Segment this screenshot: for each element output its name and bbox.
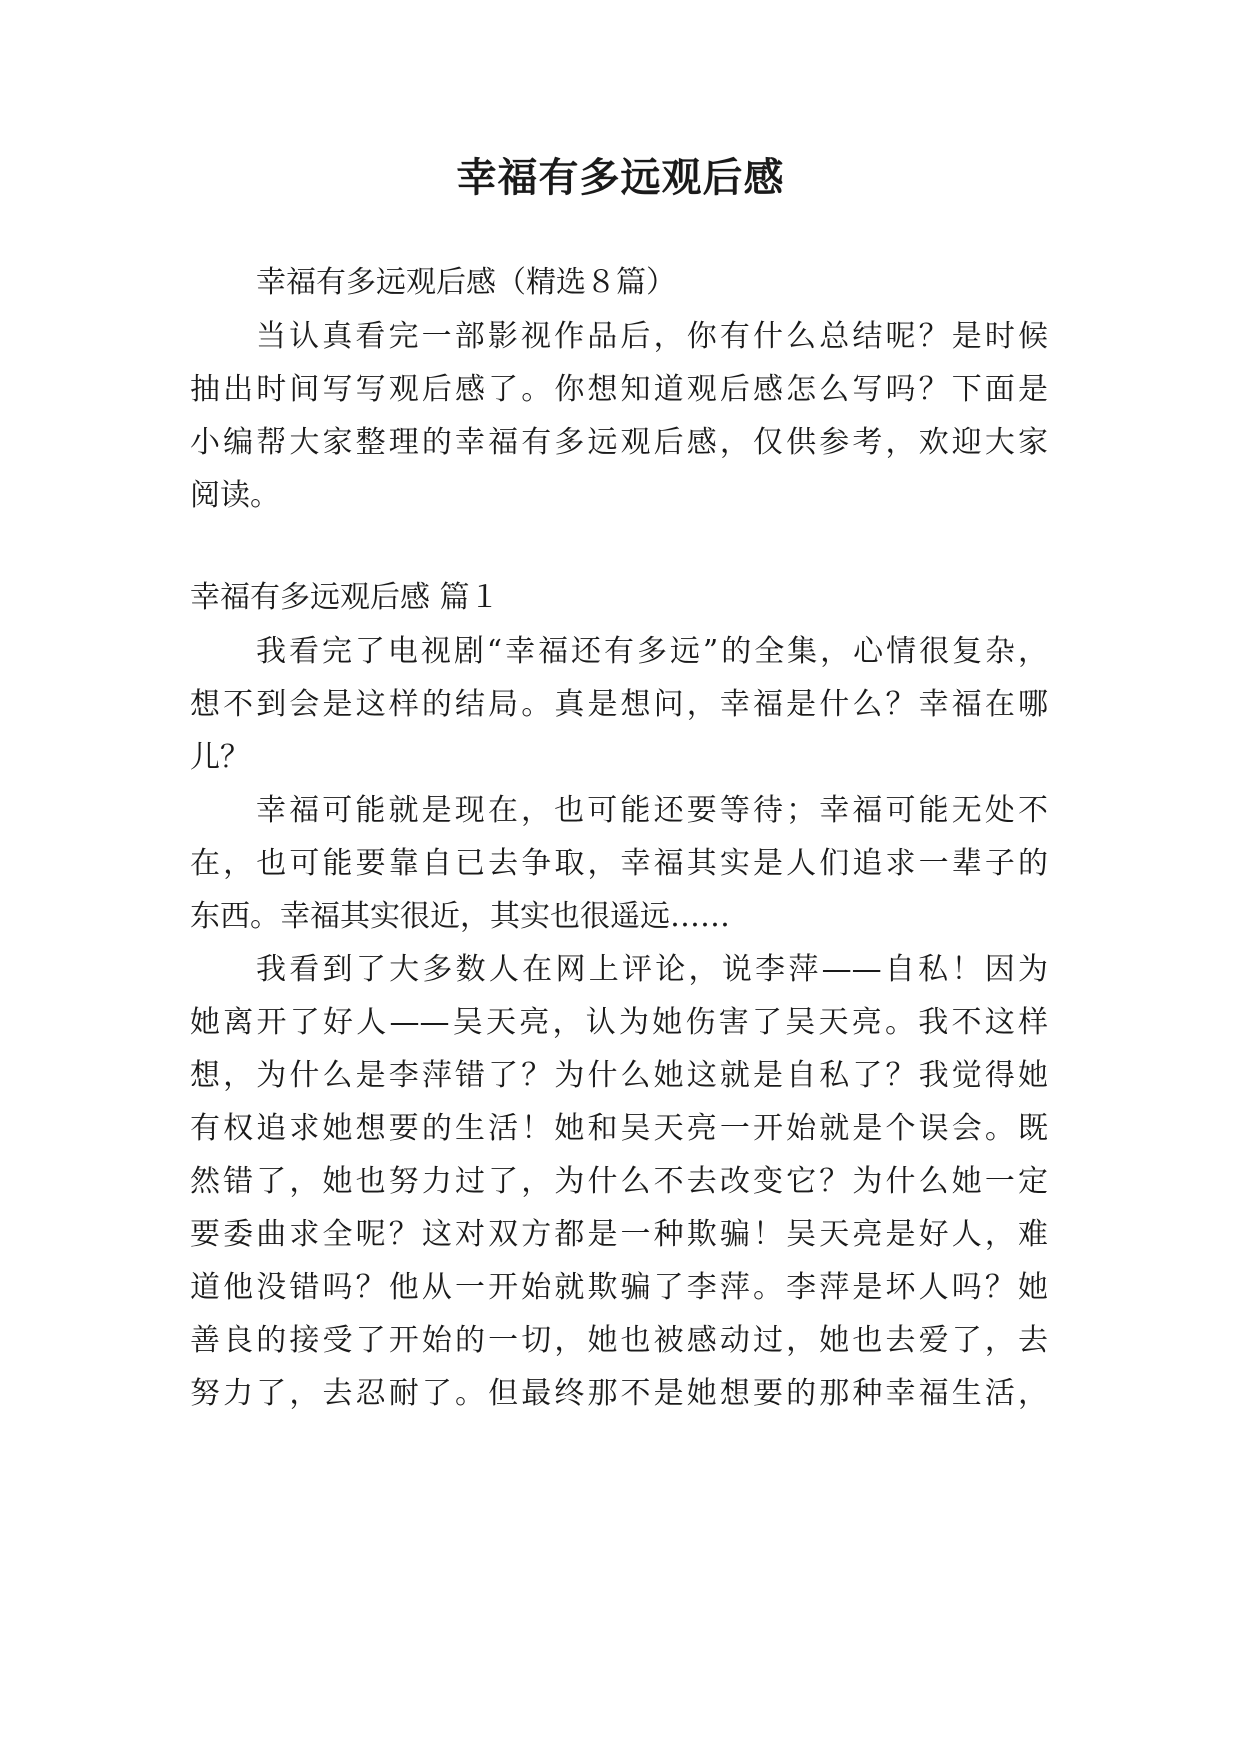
section-heading: 幸福有多远观后感 篇１ [190, 580, 500, 615]
document-title: 幸福有多远观后感 [456, 155, 785, 201]
intro-line: 阅读。 [190, 478, 280, 513]
intro-line: 当认真看完一部影视作品后，你有什么总结呢？是时候 [256, 319, 1048, 354]
paragraph-line: 有权追求她想要的生活！她和吴天亮一开始就是个误会。既 [190, 1111, 1048, 1146]
paragraph-line: 道他没错吗？他从一开始就欺骗了李萍。李萍是坏人吗？她 [190, 1270, 1048, 1305]
paragraph-line: 儿？ [190, 740, 250, 775]
paragraph-line: 想不到会是这样的结局。真是想问，幸福是什么？幸福在哪 [190, 687, 1048, 722]
intro-line: 小编帮大家整理的幸福有多远观后感，仅供参考，欢迎大家 [190, 425, 1048, 460]
paragraph-line: 然错了，她也努力过了，为什么不去改变它？为什么她一定 [190, 1164, 1048, 1199]
paragraph-line: 要委曲求全呢？这对双方都是一种欺骗！吴天亮是好人，难 [190, 1217, 1048, 1252]
paragraph-line: 幸福可能就是现在，也可能还要等待；幸福可能无处不 [256, 793, 1048, 828]
paragraph-line: 东西。幸福其实很近，其实也很遥远…… [190, 899, 730, 934]
paragraph-line: 我看到了大多数人在网上评论，说李萍——自私！因为 [256, 952, 1048, 987]
paragraph-line: 想，为什么是李萍错了？为什么她这就是自私了？我觉得她 [190, 1058, 1048, 1093]
paragraph-line: 努力了，去忍耐了。但最终那不是她想要的那种幸福生活， [190, 1376, 1048, 1411]
intro-line: 抽出时间写写观后感了。你想知道观后感怎么写吗？下面是 [190, 372, 1048, 407]
paragraph-line: 我看完了电视剧“幸福还有多远”的全集，心情很复杂， [256, 634, 1048, 669]
paragraph-line: 在，也可能要靠自已去争取，幸福其实是人们追求一辈子的 [190, 846, 1048, 881]
document-subtitle: 幸福有多远观后感（精选８篇） [256, 265, 676, 300]
paragraph-line: 善良的接受了开始的一切，她也被感动过，她也去爱了，去 [190, 1323, 1048, 1358]
paragraph-line: 她离开了好人——吴天亮，认为她伤害了吴天亮。我不这样 [190, 1005, 1048, 1040]
